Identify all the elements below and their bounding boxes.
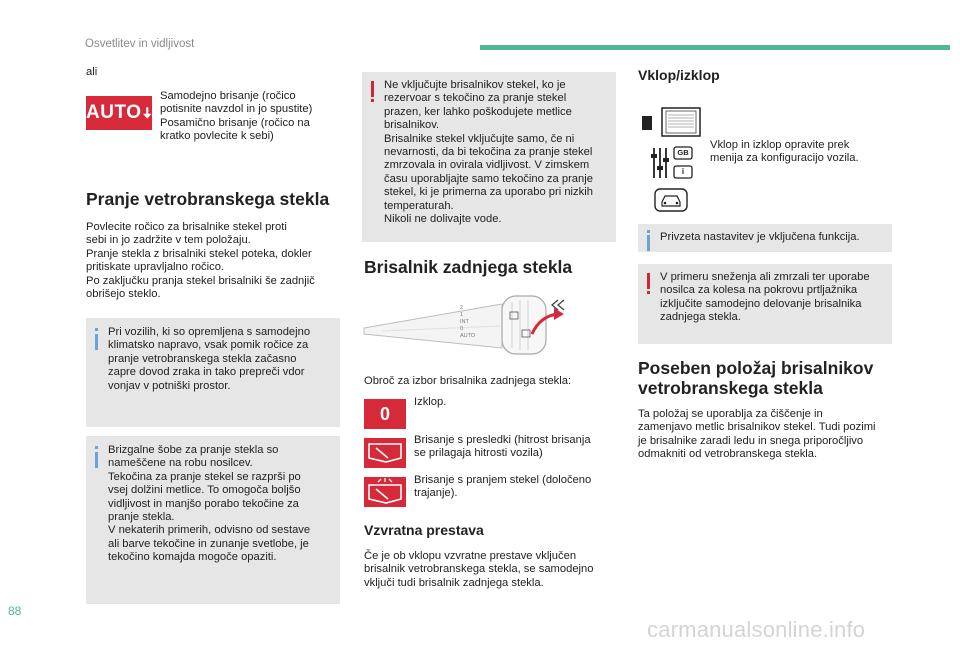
info-i-label: i: [681, 167, 685, 176]
car-icon: [654, 188, 688, 212]
option-wash-text: Brisanje s pranjem stekel (določeno trajanje).: [414, 474, 592, 500]
info-text-default: Privzeta nastavitev je vključena funkcija.: [660, 231, 860, 243]
stalk-label: 1: [460, 312, 464, 318]
info-marker: [95, 334, 98, 350]
warning-box-snow: [638, 264, 892, 344]
touchscreen-icon: [640, 106, 702, 138]
rear-wiper-wash-icon: [364, 477, 406, 507]
stalk-label: AUTO: [460, 333, 476, 339]
ali-label: ali: [86, 66, 98, 78]
auto-wipe-icon: [86, 96, 152, 130]
stalk-label: 2: [460, 305, 464, 311]
auto-wipe-description: Samodejno brisanje (ročico potisnite navzdol in jo spustite) Posamično brisanje (ročico na kratko povlecite k sebi): [160, 90, 313, 143]
reverse-gear-heading: Vzvratna prestava: [364, 522, 484, 538]
rear-wiper-off-icon: [364, 399, 406, 429]
warning-marker: [647, 273, 650, 289]
section-title: Osvetlitev in vidljivost: [85, 38, 195, 50]
info-marker: [647, 235, 650, 251]
on-off-heading: Vklop/izklop: [638, 67, 720, 83]
info-text-climate: Pri vozilih, ki so opremljena s samodejno klimatsko napravo, vsak pomik ročice za pranje vetrobranskega stekla začasno zapre dovod zraka in tako prepreči vdor vonjav v potniški prostor.: [108, 326, 311, 392]
option-intermittent-text: Brisanje s presledki (hitrost brisanja se prilagaja hitrosti vozila): [414, 434, 591, 460]
info-dot: [647, 230, 650, 233]
warning-text-snow: V primeru sneženja ali zmrzali ter uporabe nosilca za kolesa na pokrovu prtljažnika izključite samodejno delovanje brisalnika zadnjega stekla.: [660, 271, 870, 324]
reverse-gear-text: Če je ob vklopu vzvratne prestave vključen brisalnik vetrobranskega stekla, se samodejno vključi tudi brisalnik zadnjega stekla.: [364, 550, 594, 589]
warning-dot: [371, 99, 374, 102]
info-box-climate: [86, 318, 340, 427]
warning-text-washer: Ne vključujte brisalnikov stekel, ko je rezervoar s tekočino za pranje stekel prazen, ker lahko poškodujete metlice brisalnikov. Brisalnike stekel vključujte samo, če ni nevarnosti, da bi tekočina za pranje stekel zmrzovala in ovirala vidljivost. V zimskem času uporabljajte samo tekočino za pranje stekel, ki je primerna za uporabo pri nizkih temperaturah. Nikoli ne dolivajte vode.: [384, 79, 593, 226]
stalk-label: 0: [460, 326, 464, 332]
on-off-description: Vklop in izklop opravite prek menija za konfiguracijo vozila.: [710, 139, 859, 165]
warning-dot: [647, 291, 650, 294]
warning-marker: [371, 81, 374, 97]
ring-description: Obroč za izbor brisalnika zadnjega stekla:: [364, 375, 572, 387]
gb-label: GB: [677, 148, 689, 157]
warning-box-washer: [362, 72, 616, 242]
stalk-position-labels: [460, 305, 475, 340]
rear-wiper-heading: Brisalnik zadnjega stekla: [364, 257, 573, 277]
auto-badge-label: AUTO: [86, 102, 142, 123]
header-accent-bar: [480, 45, 950, 50]
stalk-label: INT: [460, 319, 469, 325]
page-number: 88: [8, 604, 22, 618]
info-text-nozzles: Brizgalne šobe za pranje stekla so nameščene na robu nosilcev. Tekočina za pranje stekel se razprši po vsej dolžini metlice. To omogoča boljšo vidljivost in manjšo porabo tekočine za pranje stekla. V nekaterih primerih, odvisno od sestave ali barve tekočine in zunanje svetlobe, je tekočino komajda mogoče opaziti.: [108, 444, 311, 564]
arrow-down-icon: [143, 104, 152, 122]
option-off-text: Izklop.: [414, 396, 447, 408]
special-position-text: Ta položaj se uporablja za čiščenje in zamenjavo metlic brisalnikov stekel. Tudi pozimi je brisalnike zaradi ledu in snega priporočljivo odmakniti od vetrobranskega stekla.: [638, 408, 876, 461]
info-marker: [95, 452, 98, 468]
special-position-heading: Poseben položaj brisalnikov vetrobranskega stekla: [638, 358, 874, 398]
info-dot: [95, 446, 98, 449]
info-dot: [95, 328, 98, 331]
info-box-default: [638, 224, 892, 252]
info-box-nozzles: [86, 436, 340, 604]
off-glyph: 0: [379, 403, 390, 424]
rear-wiper-intermittent-icon: [364, 438, 406, 468]
washer-heading: Pranje vetrobranskega stekla: [86, 189, 330, 209]
watermark: carmanualsonline.info: [647, 617, 866, 642]
washer-instructions: Povlecite ročico za brisalnike stekel proti sebi in jo zadržite v tem položaju. Pranje stekla z brisalniki stekel poteka, dokler pritiskate upravljalno ročico. Po zaključku pranja stekel brisalniki še zadnjič obrišejo steklo.: [86, 221, 315, 301]
